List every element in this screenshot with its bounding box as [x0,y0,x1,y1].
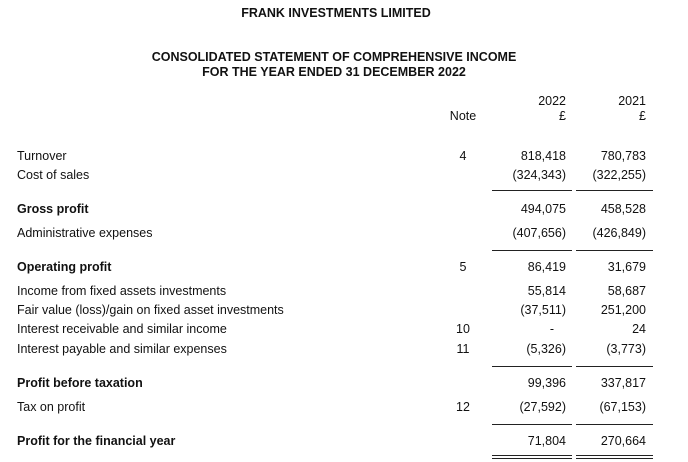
subtotal-rule-2021 [576,190,653,191]
note-header: Note [449,109,477,123]
statement-title: CONSOLIDATED STATEMENT OF COMPREHENSIVE INCOME [151,50,517,64]
currency-2021-header: £ [639,109,646,123]
row-2022-tax-on-profit: (27,592) [519,400,566,414]
row-2022-income-fixed-assets: 55,814 [527,284,566,298]
row-2022-profit-before-tax: 99,396 [527,376,566,390]
row-2022-turnover: 818,418 [520,149,566,163]
row-2021-interest-receivable: 24 [632,322,646,336]
total-double-rule-2022 [492,458,572,459]
row-2022-interest-payable: (5,326) [526,342,566,356]
row-2021-income-fixed-assets: 58,687 [607,284,646,298]
company-name: FRANK INVESTMENTS LIMITED [241,6,431,20]
year-2022-header: 2022 [538,94,566,108]
subtotal-rule-2021 [576,250,653,251]
row-label-income-fixed-assets: Income from fixed assets investments [17,284,227,298]
row-note-interest-payable: 11 [456,342,470,356]
row-2021-profit-before-tax: 337,817 [600,376,646,390]
row-2021-interest-payable: (3,773) [606,342,646,356]
row-label-turnover: Turnover [17,149,67,163]
row-label-cost-of-sales: Cost of sales [17,168,90,182]
row-note-interest-receivable: 10 [456,322,470,336]
row-2021-operating-profit: 31,679 [607,260,646,274]
row-2022-operating-profit: 86,419 [527,260,566,274]
row-label-profit-for-year: Profit for the financial year [17,434,176,448]
total-double-rule-2021 [576,458,653,459]
row-2021-profit-for-year: 270,664 [600,434,646,448]
row-2022-cost-of-sales: (324,343) [512,168,566,182]
subtotal-rule-2022 [492,250,572,251]
statement-period: FOR THE YEAR ENDED 31 DECEMBER 2022 [202,65,466,79]
row-2022-gross-profit: 494,075 [520,202,566,216]
row-label-operating-profit: Operating profit [17,260,112,274]
row-note-turnover: 4 [459,149,467,163]
row-label-interest-receivable: Interest receivable and similar income [17,322,227,336]
row-2022-fair-value: (37,511) [520,303,566,317]
row-label-gross-profit: Gross profit [17,202,89,216]
row-label-interest-payable: Interest payable and similar expenses [17,342,227,356]
row-2021-fair-value: 251,200 [600,303,646,317]
subtotal-rule-2022 [492,366,572,367]
row-label-profit-before-tax: Profit before taxation [17,376,143,390]
subtotal-rule-2022 [492,424,572,425]
currency-2022-header: £ [559,109,566,123]
subtotal-rule-2021 [576,424,653,425]
subtotal-rule-2022 [492,190,572,191]
row-2022-interest-receivable: - [549,322,554,336]
row-2021-administrative-expenses: (426,849) [592,226,646,240]
row-label-fair-value: Fair value (loss)/gain on fixed asset investments [17,303,284,317]
year-2021-header: 2021 [618,94,646,108]
row-2022-administrative-expenses: (407,656) [512,226,566,240]
subtotal-rule-2021 [576,366,653,367]
row-note-tax-on-profit: 12 [456,400,470,414]
row-note-operating-profit: 5 [459,260,467,274]
row-2021-gross-profit: 458,528 [600,202,646,216]
row-2021-cost-of-sales: (322,255) [592,168,646,182]
row-2021-tax-on-profit: (67,153) [599,400,646,414]
row-2022-profit-for-year: 71,804 [527,434,566,448]
total-double-rule-2021 [576,455,653,456]
row-2021-turnover: 780,783 [600,149,646,163]
row-label-administrative-expenses: Administrative expenses [17,226,153,240]
row-label-tax-on-profit: Tax on profit [17,400,86,414]
total-double-rule-2022 [492,455,572,456]
